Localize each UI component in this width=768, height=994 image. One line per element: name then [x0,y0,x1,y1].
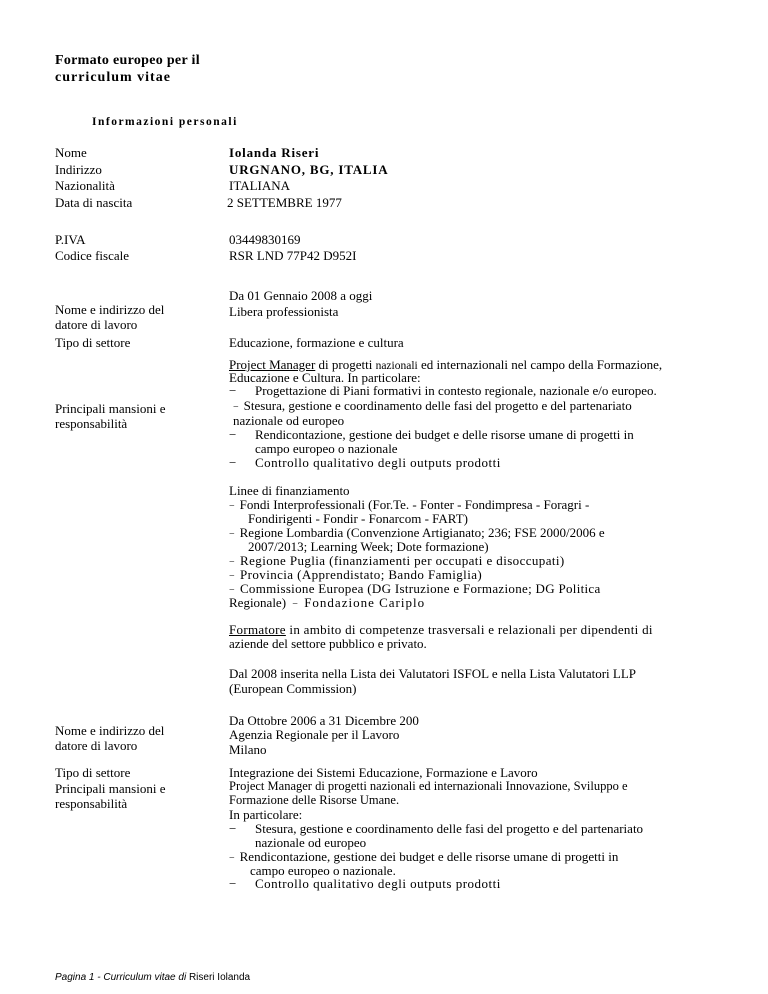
bullet-1-text: Progettazione di Piani formativi in contesto regionale, nazionale e/o europeo. [255,383,657,398]
job1-bullet-2-cont: nazionale od europeo [233,413,345,428]
job2-bullet-2-cont: campo europeo o nazionale. [250,863,396,878]
value-tax-code: RSR LND 77P42 D952I [229,248,357,263]
project-manager-term: Project Manager [229,357,316,372]
job1-employer: Libera professionista [229,304,339,319]
section-personal-info: Informazioni personali [92,116,238,128]
job2-bullet-2-text: Rendicontazione, gestione dei budget e delle risorse umane di progetti in [239,849,619,864]
job2-employer-label-line1: Nome e indirizzo del [55,723,165,738]
funding-2-text: Regione Lombardia (Convenzione Artigianato; 236; FSE 2000/2006 e [239,525,605,540]
pm-text-a: di progetti [315,357,376,372]
job1-bullet-3 [229,427,634,442]
job2-employer-label [55,723,164,753]
trainer-term: Formatore [229,622,286,637]
funding-5-cont-b: Fondazione Cariplo [304,595,426,610]
trainer-text: in ambito di competenze trasversali e relazionali per dipendenti di [285,622,653,637]
job2-pm-line3: In particolare: [229,807,303,822]
funding-item-5-cont [229,595,425,612]
job2-pm-line2: Formazione delle Risorse Umane. [229,793,400,807]
bullet-small-dash-icon: − [229,529,235,540]
job2-employer-label-line2: datore di lavoro [55,738,138,753]
job2-sector-label: Tipo di settore [55,765,131,780]
funding-5-text: Commissione Europea (DG Istruzione e Formazione; DG Politica [239,581,601,596]
value-name: Iolanda Riseri [229,145,320,160]
bullet-small-dash-icon: − [229,557,236,568]
job1-bullet-1 [229,383,657,398]
label-birth: Data di nascita [55,195,133,210]
bullet-small-dash-icon: − [229,571,236,582]
job1-employer-label [55,302,164,332]
job1-duties-label-line1: Principali mansioni e [55,401,166,416]
trainer-line-1 [229,622,653,637]
label-nationality: Nazionalità [55,178,115,193]
footer-text: Pagina 1 - Curriculum vitae di [55,972,187,983]
funding-title: Linee di finanziamento [229,483,350,498]
document-title [55,52,200,86]
title-line-2: curriculum vitae [55,70,171,85]
job1-sector-label: Tipo di settore [55,335,131,350]
bullet-small-dash-icon: − [229,501,235,512]
job2-period: Da Ottobre 2006 a 31 Dicembre 200 [229,713,419,728]
bullet-small-dash-icon: − [292,599,298,610]
bullet-small-dash-icon: − [233,402,239,413]
value-address: URGNANO, BG, ITALIA [229,162,389,177]
funding-3-text: Regione Puglia (finanziamenti per occupati e disoccupati) [240,553,565,568]
job1-bullet-3-cont: campo europeo o nazionale [255,441,398,456]
bullet-dash-icon: − [229,876,237,891]
job1-bullet-4 [229,455,501,470]
job1-duties-label-line2: responsabilità [55,416,128,431]
job2-bullet-1-text: Stesura, gestione e coordinamento delle fasi del progetto e del partenariato [255,821,644,836]
label-address: Indirizzo [55,162,102,177]
isfol-line-2: (European Commission) [229,681,357,696]
job2-bullet-3-text: Controllo qualitativo degli outputs prodotti [255,876,501,891]
bullet-3-text: Rendicontazione, gestione dei budget e delle risorse umane di progetti in [255,427,634,442]
job2-bullet-3 [229,876,501,891]
value-nationality: ITALIANA [229,178,291,193]
job2-sector: Integrazione dei Sistemi Educazione, Formazione e Lavoro [229,765,538,780]
isfol-line-1: Dal 2008 inserita nella Lista dei Valutatori ISFOL e nella Lista Valutatori LLP [229,666,637,681]
value-vat: 03449830169 [229,232,301,247]
value-birth: 2 SETTEMBRE 1977 [227,195,342,210]
title-line-1: Formato europeo per il [55,53,200,68]
job2-duties-label-line1: Principali mansioni e [55,781,166,796]
funding-5-cont-a: Regionale) [229,595,287,610]
job1-sector: Educazione, formazione e cultura [229,335,404,350]
bullet-small-dash-icon: − [229,853,235,864]
bullet-dash-icon: − [229,383,237,398]
label-vat: P.IVA [55,232,86,247]
job1-duties-label [55,401,165,431]
funding-item-2-cont: 2007/2013; Learning Week; Dote formazione) [248,539,489,554]
footer-name: Riseri Iolanda [188,972,251,983]
bullet-dash-icon: − [229,455,237,470]
page-footer [55,972,250,983]
bullet-dash-icon: − [229,821,237,836]
job2-pm-line1: Project Manager di progetti nazionali ed internazionali Innovazione, Sviluppo e [229,779,628,793]
job2-city: Milano [229,742,267,757]
funding-item-1-cont: Fondirigenti - Fondir - Fonarcom - FART) [248,511,468,526]
job1-employer-label-line1: Nome e indirizzo del [55,302,165,317]
label-name: Nome [55,145,87,160]
job2-bullet-1-cont: nazionale od europeo [255,835,367,850]
job2-duties-label [55,781,165,811]
funding-4-text: Provincia (Apprendistato; Bando Famiglia) [240,567,483,582]
job1-employer-label-line2: datore di lavoro [55,317,138,332]
bullet-4-text: Controllo qualitativo degli outputs prodotti [255,455,501,470]
job2-employer: Agenzia Regionale per il Lavoro [229,727,400,742]
bullet-2-text: Stesura, gestione e coordinamento delle fasi del progetto e del partenariato [243,398,632,413]
job1-period: Da 01 Gennaio 2008 a oggi [229,288,373,303]
trainer-line-2: aziende del settore pubblico e privato. [229,636,427,651]
job2-bullet-1 [229,821,643,836]
job2-duties-label-line2: responsabilità [55,796,128,811]
job1-pm-line2: Educazione e Cultura. In particolare: [229,370,421,385]
bullet-dash-icon: − [229,427,237,442]
pm-text-small: nazionali [375,360,418,372]
bullet-small-dash-icon: − [229,585,235,596]
pm-text-b: ed internazionali nel campo della Formazione, [417,357,663,372]
label-tax-code: Codice fiscale [55,248,129,263]
funding-1-text: Fondi Interprofessionali (For.Te. - Fonter - Fondimpresa - Foragri - [239,497,590,512]
